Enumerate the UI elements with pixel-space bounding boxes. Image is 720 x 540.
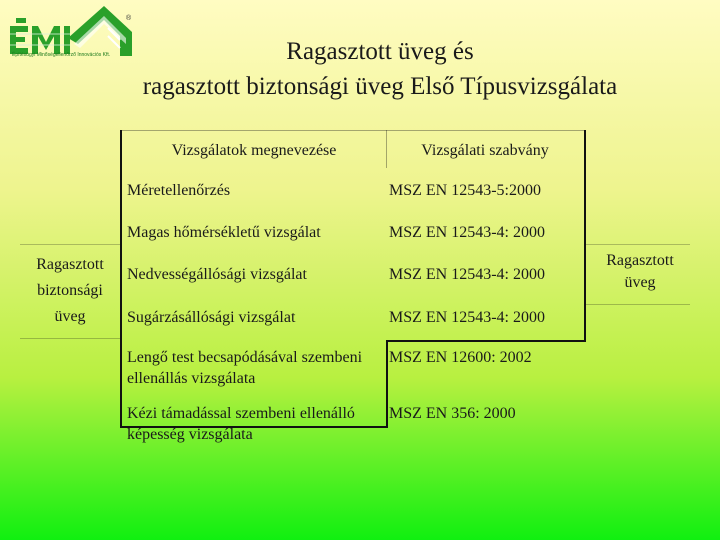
table-frame-bottom-right [386, 340, 586, 342]
row-3-test: Nedvességállósági vizsgálat [127, 266, 307, 283]
table-frame-top [120, 130, 584, 131]
row-1-test: Méretellenőrzés [127, 182, 231, 199]
header-standard: Vizsgálati szabvány [421, 142, 549, 159]
header-test-name: Vizsgálatok megnevezése [171, 142, 337, 159]
header-divider [386, 130, 387, 168]
right-group-line-1: Ragasztott [606, 252, 674, 269]
right-group-line-2: üveg [624, 274, 656, 291]
row-6-standard: MSZ EN 356: 2000 [389, 405, 516, 422]
row-4-test: Sugárzásállósági vizsgálat [127, 309, 296, 326]
svg-text:®: ® [126, 15, 132, 22]
left-group-line-1: Ragasztott [36, 256, 104, 273]
left-group-line-2: biztonsági [37, 282, 103, 299]
row-2-test: Magas hőmérsékletű vizsgálat [127, 224, 321, 241]
left-box-top [20, 244, 120, 245]
row-4-standard: MSZ EN 12543-4: 2000 [389, 309, 545, 326]
left-group-line-3: üveg [54, 308, 86, 325]
right-box-top [586, 244, 690, 245]
table-frame-right [584, 130, 586, 341]
row-5-standard: MSZ EN 12600: 2002 [389, 349, 532, 366]
row-1-standard: MSZ EN 12543-5:2000 [389, 182, 541, 199]
left-group-label [18, 252, 122, 330]
row-5-test: Lengő test becsapódásával szembeni ellenállás vizsgálata [127, 349, 363, 387]
table-frame-bottom-mid [386, 340, 388, 428]
row-6-test: Kézi támadással szembeni ellenálló képesség vizsgálata [127, 405, 355, 443]
right-box-bottom [586, 304, 690, 305]
logo-caption: Építésügyi Minőségellenőrző Innovációs Kft. [12, 52, 111, 58]
left-box-bottom [20, 338, 120, 339]
title-line-1: Ragasztott üveg és [286, 38, 474, 65]
row-3-standard: MSZ EN 12543-4: 2000 [389, 266, 545, 283]
page-title [60, 34, 700, 104]
right-group-label [590, 250, 690, 294]
title-line-2: ragasztott biztonsági üveg Első Típusvizsgálata [142, 73, 618, 100]
row-2-standard: MSZ EN 12543-4: 2000 [389, 224, 545, 241]
